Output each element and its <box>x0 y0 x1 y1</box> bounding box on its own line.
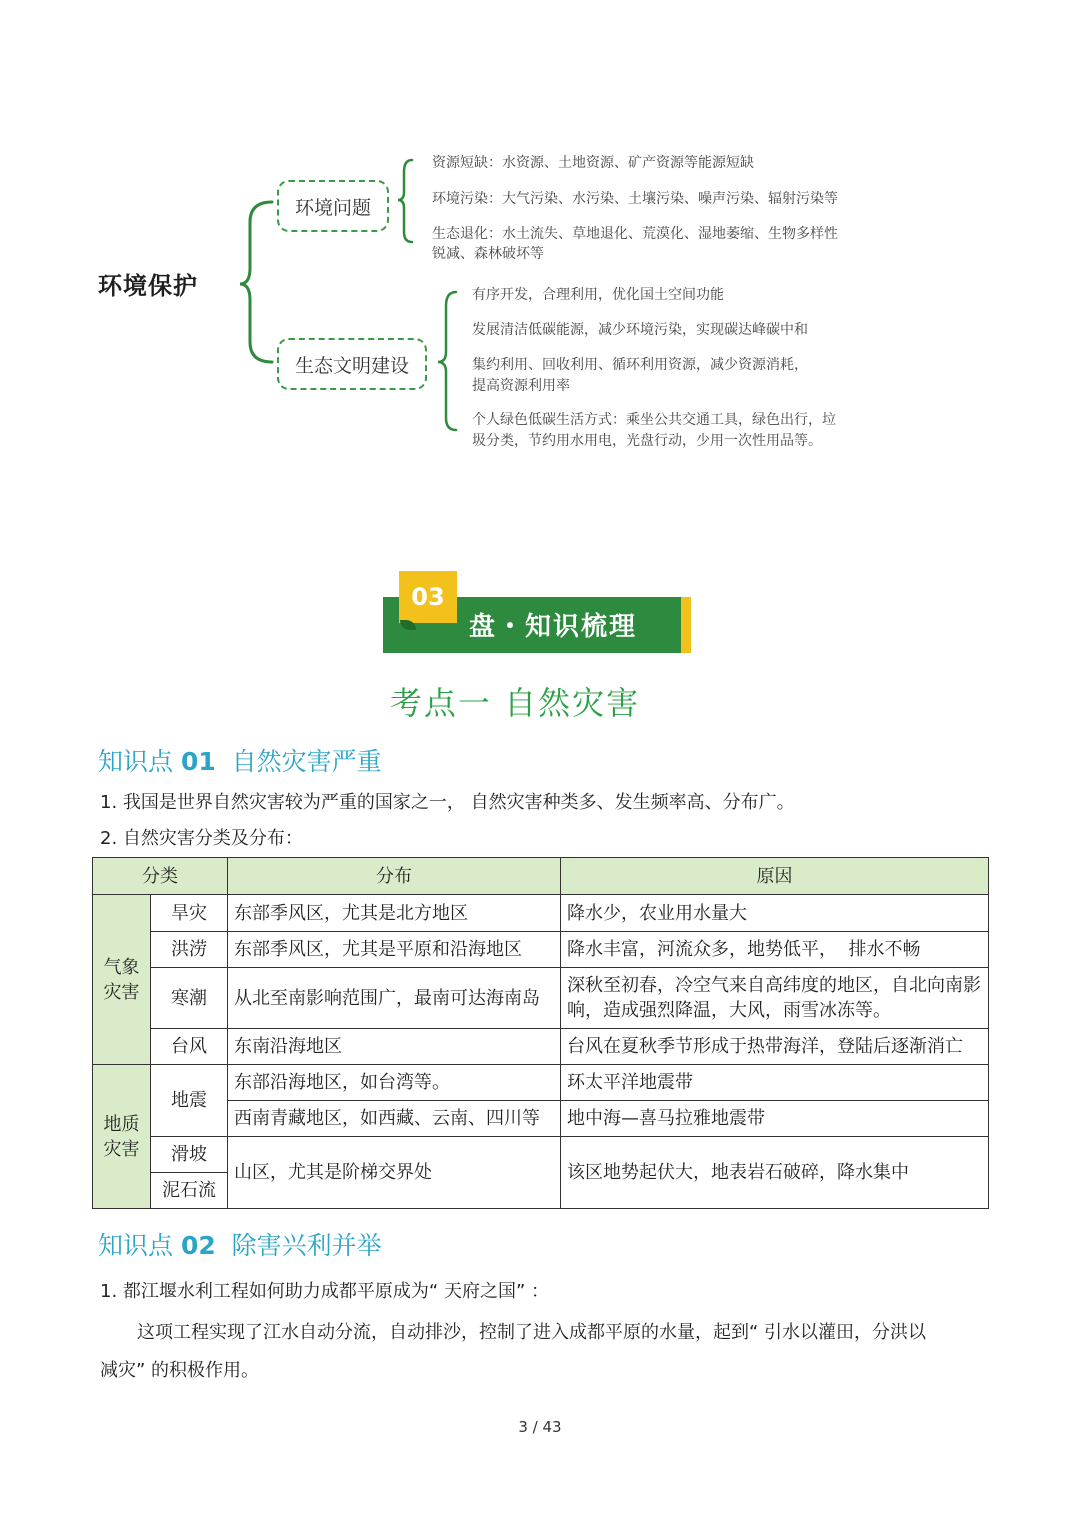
disaster-cause: 降水丰富，河流众多，地势低平， 排水不畅 <box>561 932 989 968</box>
table-row <box>93 1137 989 1173</box>
disaster-cause: 地中海—喜马拉雅地震带 <box>561 1101 989 1137</box>
disaster-name: 地震 <box>151 1065 228 1137</box>
heading-title: 自然灾害严重 <box>215 747 382 776</box>
header-cause: 原因 <box>561 858 989 895</box>
disaster-cause: 深秋至初春，冷空气来自高纬度的地区，自北向南影响，造成强烈降温，大风，雨雪冰冻等。 <box>561 968 989 1029</box>
heading-prefix: 知识点 <box>98 1231 181 1260</box>
mindmap-item: 个人绿色低碳生活方式：乘坐公共交通工具，绿色出行，垃 <box>472 412 836 428</box>
table-row <box>93 932 989 968</box>
disaster-name: 旱灾 <box>151 895 228 932</box>
section-banner-edge <box>681 597 691 653</box>
table-row <box>93 968 989 1029</box>
disaster-table <box>92 857 989 1209</box>
mindmap-item: 圾分类，节约用水用电，光盘行动，少用一次性用品等。 <box>472 433 822 449</box>
exam-point-title: 考点一 自然灾害 <box>389 684 641 722</box>
disaster-name: 寒潮 <box>151 968 228 1029</box>
mindmap-root: 环境保护 <box>98 272 198 300</box>
category-geological: 地质 灾害 <box>93 1065 151 1209</box>
mindmap-item: 发展清洁低碳能源，减少环境污染，实现碳达峰碳中和 <box>472 322 808 338</box>
mindmap-item: 环境污染：大气污染、水污染、土壤污染、噪声污染、辐射污染等 <box>432 191 838 207</box>
section-number-badge: 03 <box>399 571 457 623</box>
heading-title: 除害兴利并举 <box>215 1231 382 1260</box>
mindmap-item: 资源短缺：水资源、土地资源、矿产资源等能源短缺 <box>432 155 754 171</box>
table-row <box>93 1029 989 1065</box>
heading-number: 01 <box>180 747 216 776</box>
disaster-name: 滑坡 <box>151 1137 228 1173</box>
heading-prefix: 知识点 <box>98 747 181 776</box>
disaster-cause: 该区地势起伏大，地表岩石破碎，降水集中 <box>561 1137 989 1209</box>
disaster-distribution: 山区，尤其是阶梯交界处 <box>228 1137 561 1209</box>
table-row <box>93 895 989 932</box>
disaster-distribution: 东部季风区，尤其是平原和沿海地区 <box>228 932 561 968</box>
table-row <box>93 1065 989 1101</box>
section-banner-title: 盘・知识梳理 <box>469 612 638 642</box>
table-row <box>93 1101 989 1137</box>
header-category: 分类 <box>93 858 228 895</box>
paragraph: 减灾” 的积极作用。 <box>100 1360 260 1381</box>
mindmap-branch-environment-problems: 环境问题 <box>277 180 389 232</box>
disaster-cause: 降水少，农业用水量大 <box>561 895 989 932</box>
mindmap-item: 有序开发，合理利用，优化国土空间功能 <box>472 287 724 303</box>
paragraph: 1. 都江堰水利工程如何助力成都平原成为“ 天府之国” ： <box>100 1281 549 1302</box>
disaster-distribution: 东部季风区，尤其是北方地区 <box>228 895 561 932</box>
knowledge-point-heading <box>98 1226 382 1262</box>
mindmap-branch-eco-civilization: 生态文明建设 <box>277 338 427 390</box>
mindmap-item: 生态退化：水土流失、草地退化、荒漠化、湿地萎缩、生物多样性 <box>432 226 838 242</box>
category-meteorological: 气象 灾害 <box>93 895 151 1065</box>
mindmap-item: 集约利用、回收利用、循环利用资源，减少资源消耗， <box>472 357 808 373</box>
disaster-cause: 台风在夏秋季节形成于热带海洋，登陆后逐渐消亡 <box>561 1029 989 1065</box>
disaster-distribution: 从北至南影响范围广，最南可达海南岛 <box>228 968 561 1029</box>
disaster-name: 洪涝 <box>151 932 228 968</box>
mindmap-item: 提高资源利用率 <box>472 378 570 394</box>
header-distribution: 分布 <box>228 858 561 895</box>
paragraph: 2. 自然灾害分类及分布： <box>100 828 303 849</box>
mindmap-item: 锐减、森林破坏等 <box>432 246 544 262</box>
knowledge-point-heading <box>98 742 382 778</box>
disaster-distribution: 东南沿海地区 <box>228 1029 561 1065</box>
disaster-distribution: 西南青藏地区，如西藏、云南、四川等 <box>228 1101 561 1137</box>
disaster-cause: 环太平洋地震带 <box>561 1065 989 1101</box>
disaster-name: 台风 <box>151 1029 228 1065</box>
paragraph: 这项工程实现了江水自动分流，自动排沙，控制了进入成都平原的水量，起到“ 引水以灌田，分洪以 <box>137 1322 927 1343</box>
paragraph: 1. 我国是世界自然灾害较为严重的国家之一， 自然灾害种类多、发生频率高、分布广。 <box>100 792 795 813</box>
heading-number: 02 <box>180 1231 216 1260</box>
disaster-distribution: 东部沿海地区，如台湾等。 <box>228 1065 561 1101</box>
page-number: 3 / 43 <box>518 1418 562 1436</box>
table-header-row <box>93 858 989 895</box>
disaster-name: 泥石流 <box>151 1173 228 1209</box>
